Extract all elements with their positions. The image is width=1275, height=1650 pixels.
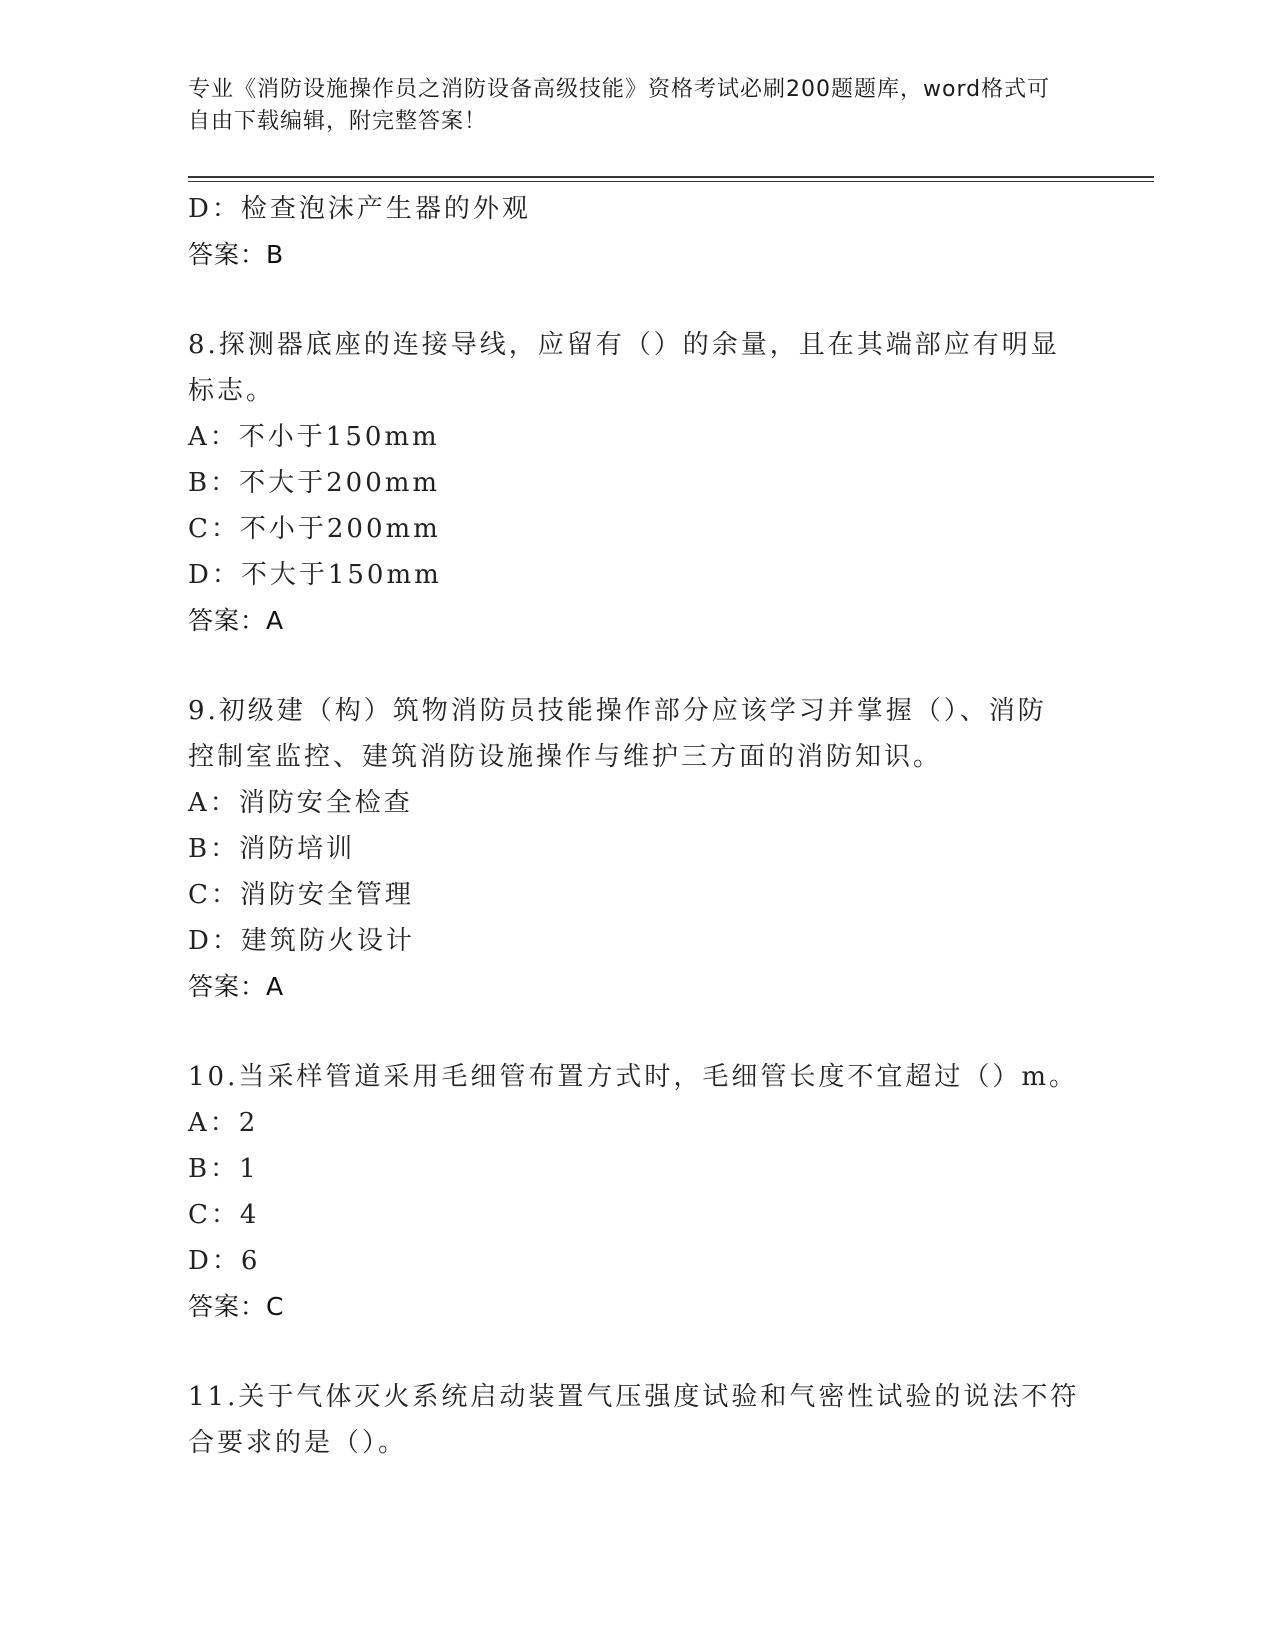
question-text-line: 9.初级建（构）筑物消防员技能操作部分应该学习并掌握（）、消防 [188,696,1047,726]
option-c: C：4 [188,1200,260,1230]
question-text-line: 11.关于气体灭火系统启动装置气压强度试验和气密性试验的说法不符 [188,1382,1080,1412]
answer-line: 答案：B [188,240,285,269]
option-d: D：不大于150mm [188,560,442,590]
option-d: D：检查泡沫产生器的外观 [188,194,531,224]
answer-line: 答案：C [188,1292,285,1321]
question-text-line: 标志。 [188,376,276,406]
option-d: D：6 [188,1246,261,1276]
question-8 [188,322,1088,644]
header-rule-thin [188,181,1154,182]
option-d: D：建筑防火设计 [188,926,415,956]
answer-line: 答案：A [188,972,285,1001]
previous-question-tail [188,186,1088,278]
option-b: B：消防培训 [188,834,356,864]
question-text-line: 10.当采样管道采用毛细管布置方式时，毛细管长度不宜超过（）m。 [188,1062,1079,1092]
question-text-line: 合要求的是（）。 [188,1428,408,1458]
option-c: C：消防安全管理 [188,880,414,910]
option-c: C：不小于200mm [188,514,441,544]
option-a: A：不小于150mm [188,422,440,452]
page-header-text: 专业《消防设施操作员之消防设备高级技能》资格考试必刷200题题库，word格式可自由下载编辑，附完整答案！ [188,77,1051,134]
option-a: A：消防安全检查 [188,788,413,818]
question-text-line: 8.探测器底座的连接导线，应留有（）的余量，且在其端部应有明显 [188,330,1060,360]
option-b: B：1 [188,1154,259,1184]
header-rule-thick [188,176,1154,178]
answer-line: 答案：A [188,606,285,635]
question-text-line: 控制室监控、建筑消防设施操作与维护三方面的消防知识。 [188,742,943,772]
option-b: B：不大于200mm [188,468,441,498]
option-a: A：2 [188,1108,259,1138]
question-11 [188,1374,1088,1466]
question-9 [188,688,1088,1010]
document-body [188,186,1088,1466]
question-10 [188,1054,1088,1330]
